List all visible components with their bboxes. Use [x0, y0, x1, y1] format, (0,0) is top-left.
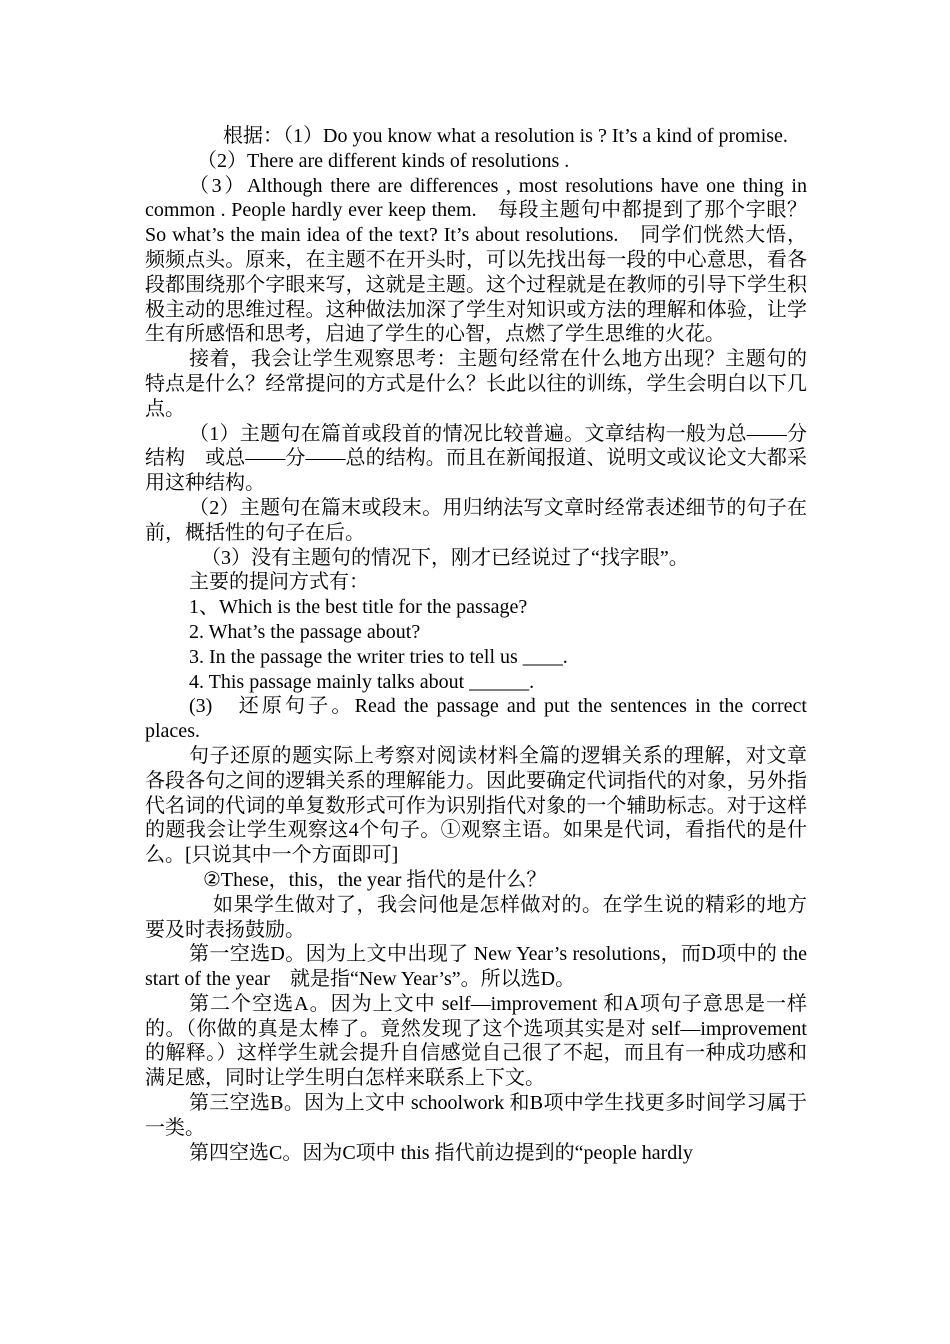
list-item-question-3: 3. In the passage the writer tries to tell us ____. — [189, 645, 568, 668]
document-body — [145, 124, 807, 1165]
paragraph-praise: 如果学生做对了，我会问他是怎样做对的。在学生说的精彩的地方要及时表扬鼓励。 — [145, 893, 807, 941]
paragraph-section-3-heading: (3) 还原句子。Read the passage and put the sentences in the correct places. — [145, 695, 807, 743]
paragraph-point-1: （1）主题句在篇首或段首的情况比较普遍。文章结构一般为总——分结构 或总——分——总的结构。而且在新闻报道、说明文或议论文大都采用这种结构。 — [145, 422, 807, 495]
paragraph-basis-1: 根据：（1）Do you know what a resolution is ? It’s a kind of promise. — [223, 125, 788, 147]
paragraph-blank-3: 第三空选B。因为上文中 schoolwork 和B项中学生找更多时间学习属于一类。 — [145, 1092, 807, 1139]
list-item-question-2: 2. What’s the passage about? — [189, 620, 421, 643]
paragraph-pronoun-question: ②These，this，the year 指代的是什么？ — [203, 868, 547, 891]
paragraph-point-3: （3）没有主题句的情况下，刚才已经说过了“找字眼”。 — [201, 546, 689, 569]
paragraph-question-intro: 主要的提问方式有： — [189, 571, 369, 594]
paragraph-blank-4: 第四空选C。因为C项中 this 指代前边提到的“people hardly — [189, 1141, 693, 1164]
paragraph-observe: 接着，我会让学生观察思考：主题句经常在什么地方出现？主题句的特点是什么？经常提问的方式是什么？长此以往的训练，学生会明白以下几点。 — [145, 348, 807, 420]
paragraph-blank-2: 第二个空选A。因为上文中 self—improvement 和A项句子意思是一样的。（你做的真是太棒了。竟然发现了这个选项其实是对 self—improvement 的解释。）这样学生就会提升自信感觉自己很了不起，而且有一种成功感和满足感，同时让学生明白怎样来联系上下文。 — [145, 992, 807, 1090]
list-item-question-1: 1、Which is the best title for the passage? — [189, 596, 528, 619]
list-item-question-4: 4. This passage mainly talks about ______. — [189, 670, 535, 693]
paragraph-blank-1: 第一空选D。因为上文中出现了 New Year’s resolutions，而D项中的 the start of the year 就是指“New Year’s”。所以选D。 — [145, 943, 807, 991]
paragraph-point-2: （2）主题句在篇末或段末。用归纳法写文章时经常表述细节的句子在前，概括性的句子在后。 — [145, 496, 807, 544]
paragraph-sentence-restore: 句子还原的题实际上考察对阅读材料全篇的逻辑关系的理解，对文章各段各句之间的逻辑关系的理解能力。因此要确定代词指代的对象，另外指代名词的代词的单复数形式可作为识别指代对象的一个辅助标志。对于这样的题我会让学生观察这4个句子。①观察主语。如果是代词，看指代的是什么。[只说其中一个方面即可] — [145, 744, 807, 867]
paragraph-basis-2: （2）There are different kinds of resolutions . — [197, 149, 570, 172]
paragraph-basis-3: （3）Although there are differences , most resolutions have one thing in common . People hardly ever keep them. 每段主题句中都提到了那个字眼？So what’s the main idea of the text? It’s about resolutions. 同学们恍然大悟，频频点头。原来，在主题不在开头时，可以先找出每一段的中心意思，看各段都围绕那个字眼来写，这就是主题。这个过程就是在教师的引导下学生积极主动的思维过程。这种做法加深了学生对知识或方法的理解和体验，让学生有所感悟和思考，启迪了学生的心智，点燃了学生思维的火花。 — [145, 174, 807, 346]
